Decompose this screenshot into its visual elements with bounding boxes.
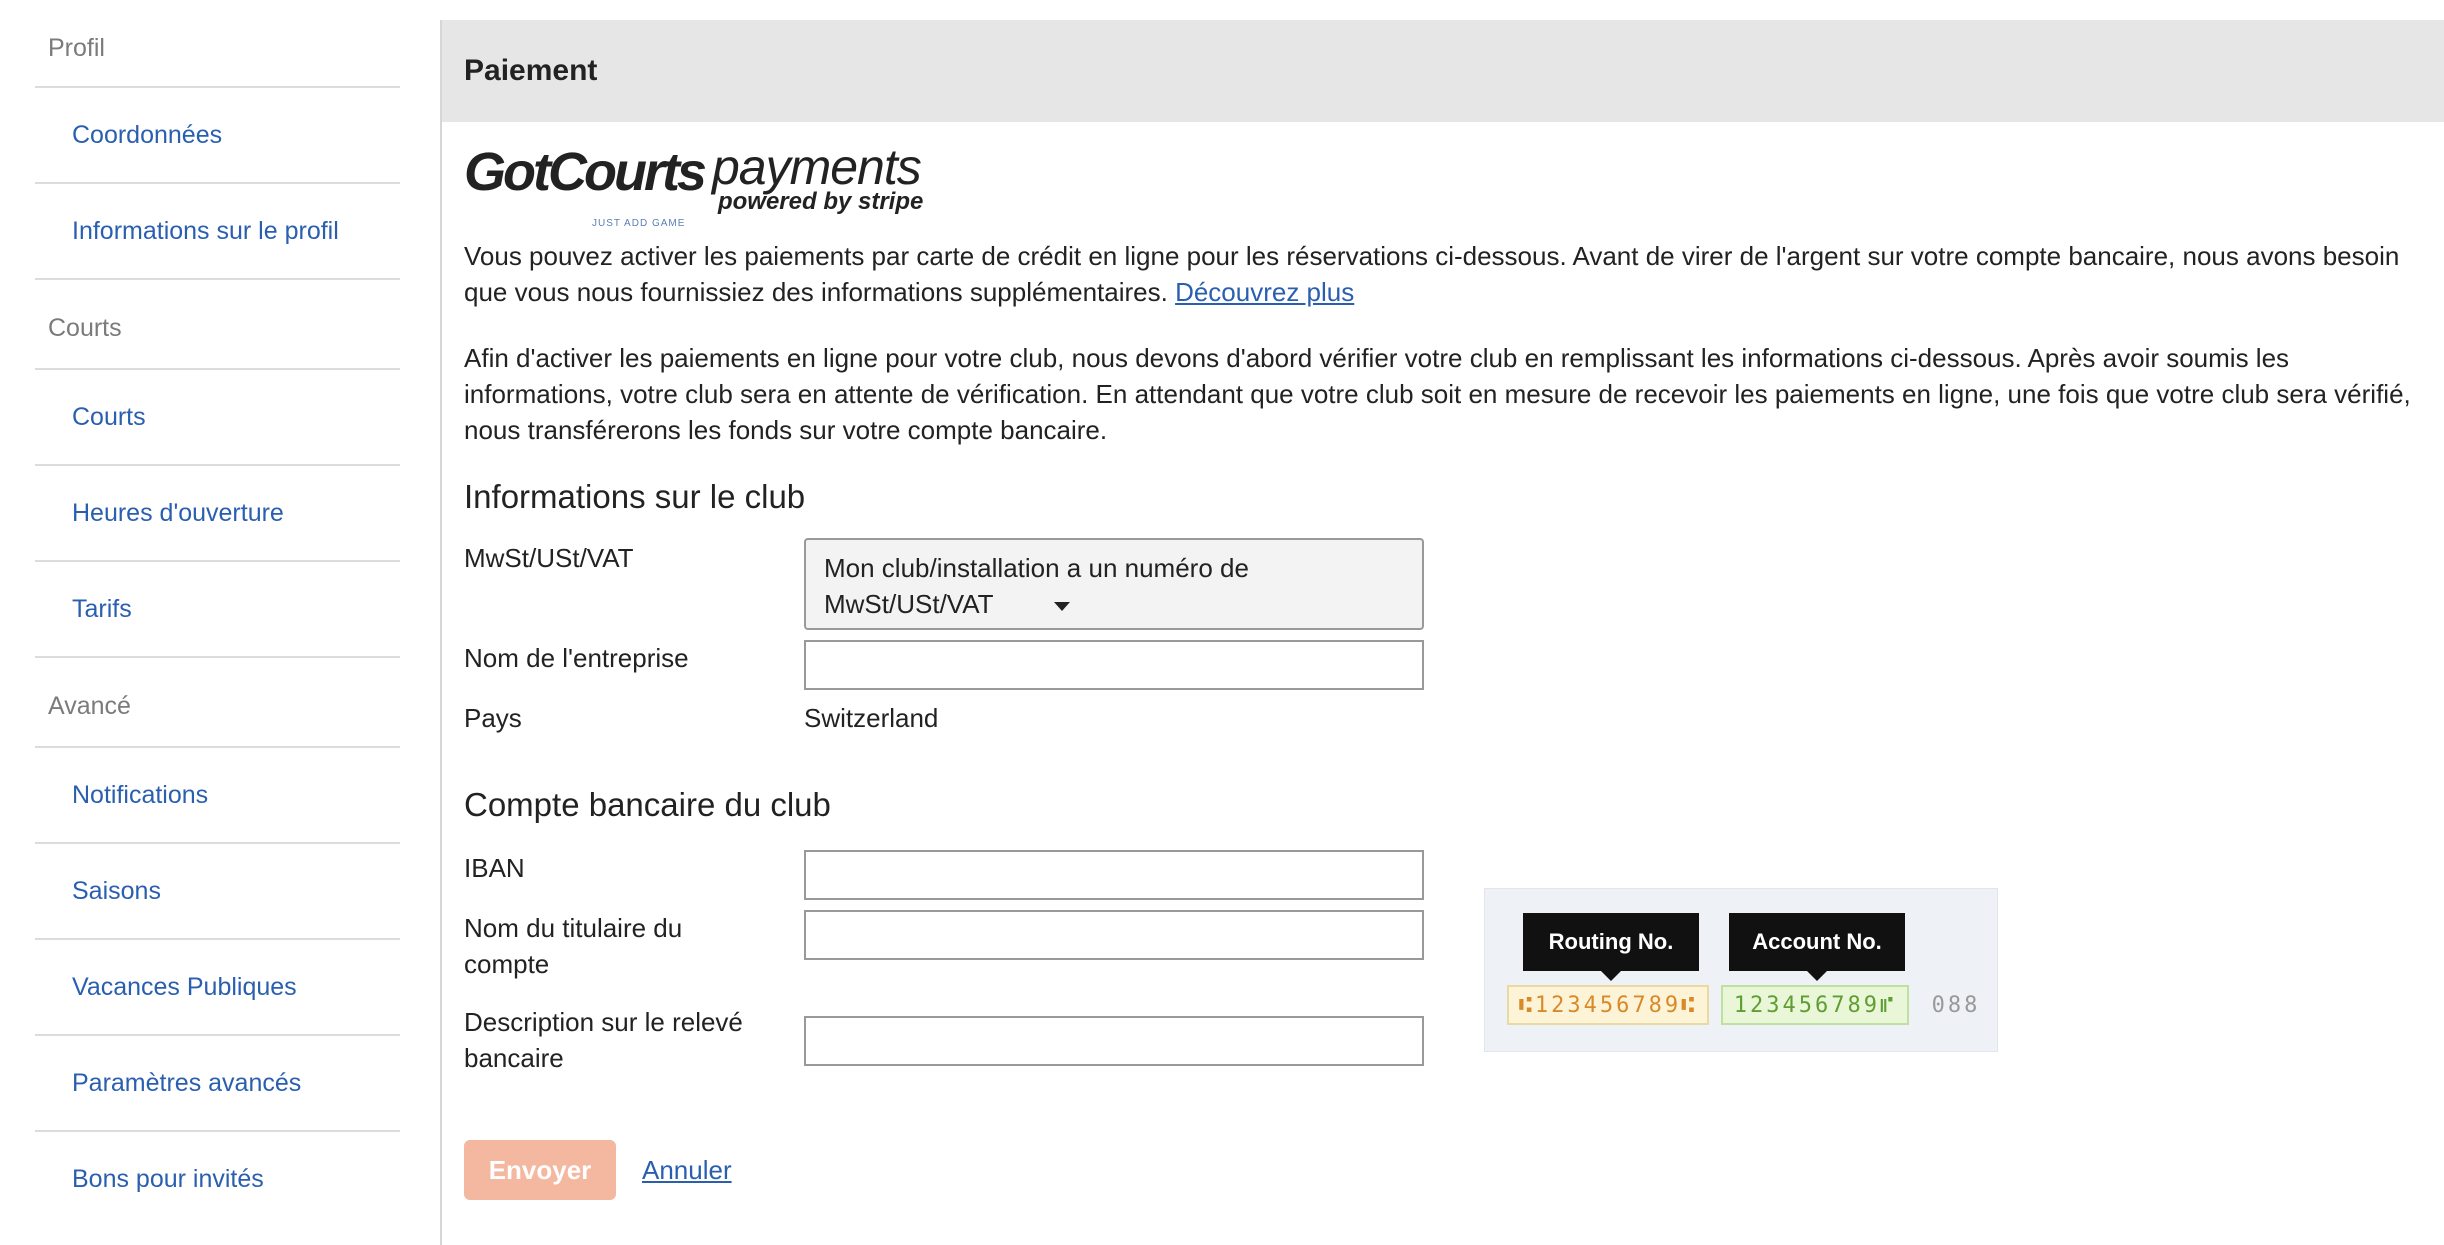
vat-row xyxy=(464,538,2426,630)
logo-brand-text: GotCourts xyxy=(464,142,704,202)
statement-label: Description sur le relevé bancaire xyxy=(464,1007,743,1073)
sidebar-item-advanced-settings[interactable]: Paramètres avancés xyxy=(35,1036,400,1132)
gotcourts-payments-logo xyxy=(464,139,2426,229)
vat-select-value: Mon club/installation a un numéro de MwSt/USt/VAT xyxy=(824,553,1249,619)
sidebar-item-public-holidays[interactable]: Vacances Publiques xyxy=(35,940,400,1036)
sidebar-item-opening-hours[interactable]: Heures d'ouverture xyxy=(35,466,400,562)
sidebar-item-coordonnees[interactable]: Coordonnées xyxy=(35,88,400,184)
check-digits: 088 xyxy=(1931,992,1981,1018)
holder-row xyxy=(464,910,2426,982)
form-actions xyxy=(464,1140,732,1200)
sidebar-item-rates[interactable]: Tarifs xyxy=(35,562,400,658)
account-holder-input[interactable] xyxy=(804,910,1424,960)
company-name-input[interactable] xyxy=(804,640,1424,690)
sidebar-section-courts: Courts xyxy=(35,280,400,370)
logo-brand xyxy=(464,142,704,229)
logo-payments-text: payments xyxy=(711,139,921,195)
intro-paragraph-1 xyxy=(464,238,2426,310)
sidebar-section-profil: Profil xyxy=(35,0,400,88)
cancel-link[interactable]: Annuler xyxy=(642,1154,732,1185)
logo-powered-text: powered by stripe xyxy=(717,188,924,215)
intro-text-1: Vous pouvez activer les paiements par carte de crédit en ligne pour les réservations ci-dessous. Avant de virer de l'argent sur votre compte bancaire, nous avons besoin que vous nous fournissiez des informations supplémentaires. xyxy=(464,241,2400,307)
bank-account-title: Compte bancaire du club xyxy=(464,786,831,823)
routing-digits: ⑆123456789⑆ xyxy=(1507,985,1709,1025)
account-number-tooltip: Account No. xyxy=(1729,913,1905,971)
country-row xyxy=(464,700,2426,736)
vat-label: MwSt/USt/VAT xyxy=(464,543,634,573)
settings-sidebar xyxy=(35,0,400,1245)
iban-label: IBAN xyxy=(464,853,525,883)
routing-number-tooltip: Routing No. xyxy=(1523,913,1699,971)
logo-tagline: JUST ADD GAME xyxy=(592,218,686,229)
sidebar-item-guest-vouchers[interactable]: Bons pour invités xyxy=(72,1165,264,1193)
sidebar-item-courts[interactable]: Courts xyxy=(35,370,400,466)
iban-input[interactable] xyxy=(804,850,1424,900)
check-example-image xyxy=(1484,888,1998,1052)
statement-row xyxy=(464,1007,2426,1076)
company-row xyxy=(464,640,2426,690)
sidebar-item-notifications[interactable]: Notifications xyxy=(35,748,400,844)
statement-description-input[interactable] xyxy=(804,1016,1424,1066)
submit-button[interactable]: Envoyer xyxy=(464,1140,616,1200)
account-digits: 123456789⑈ xyxy=(1721,985,1909,1025)
sidebar-item-profile-info[interactable]: Informations sur le profil xyxy=(35,184,400,280)
country-label: Pays xyxy=(464,703,522,733)
logo-payments-block xyxy=(711,139,924,215)
payment-panel xyxy=(440,20,2444,1245)
page-title: Paiement xyxy=(442,20,2444,122)
company-label: Nom de l'entreprise xyxy=(464,643,689,673)
learn-more-link[interactable]: Découvrez plus xyxy=(1175,277,1355,307)
sidebar-item-seasons[interactable]: Saisons xyxy=(35,844,400,940)
sidebar-section-avance: Avancé xyxy=(35,658,400,748)
chevron-down-icon xyxy=(1054,602,1070,611)
iban-row xyxy=(464,850,2426,900)
country-value: Switzerland xyxy=(804,703,939,733)
holder-label: Nom du titulaire du compte xyxy=(464,913,683,979)
payment-content xyxy=(442,139,2444,1076)
vat-select[interactable] xyxy=(804,538,1424,630)
club-info-title: Informations sur le club xyxy=(464,478,806,515)
intro-paragraph-2: Afin d'activer les paiements en ligne pour votre club, nous devons d'abord vérifier votre club en remplissant les informations ci-dessous. Après avoir soumis les informations, votre club sera en attente de vérification. En attendant que votre club soit en mesure de recevoir les paiements en ligne, une fois que votre club sera vérifié, nous transférerons les fonds sur votre compte bancaire. xyxy=(464,343,2411,445)
